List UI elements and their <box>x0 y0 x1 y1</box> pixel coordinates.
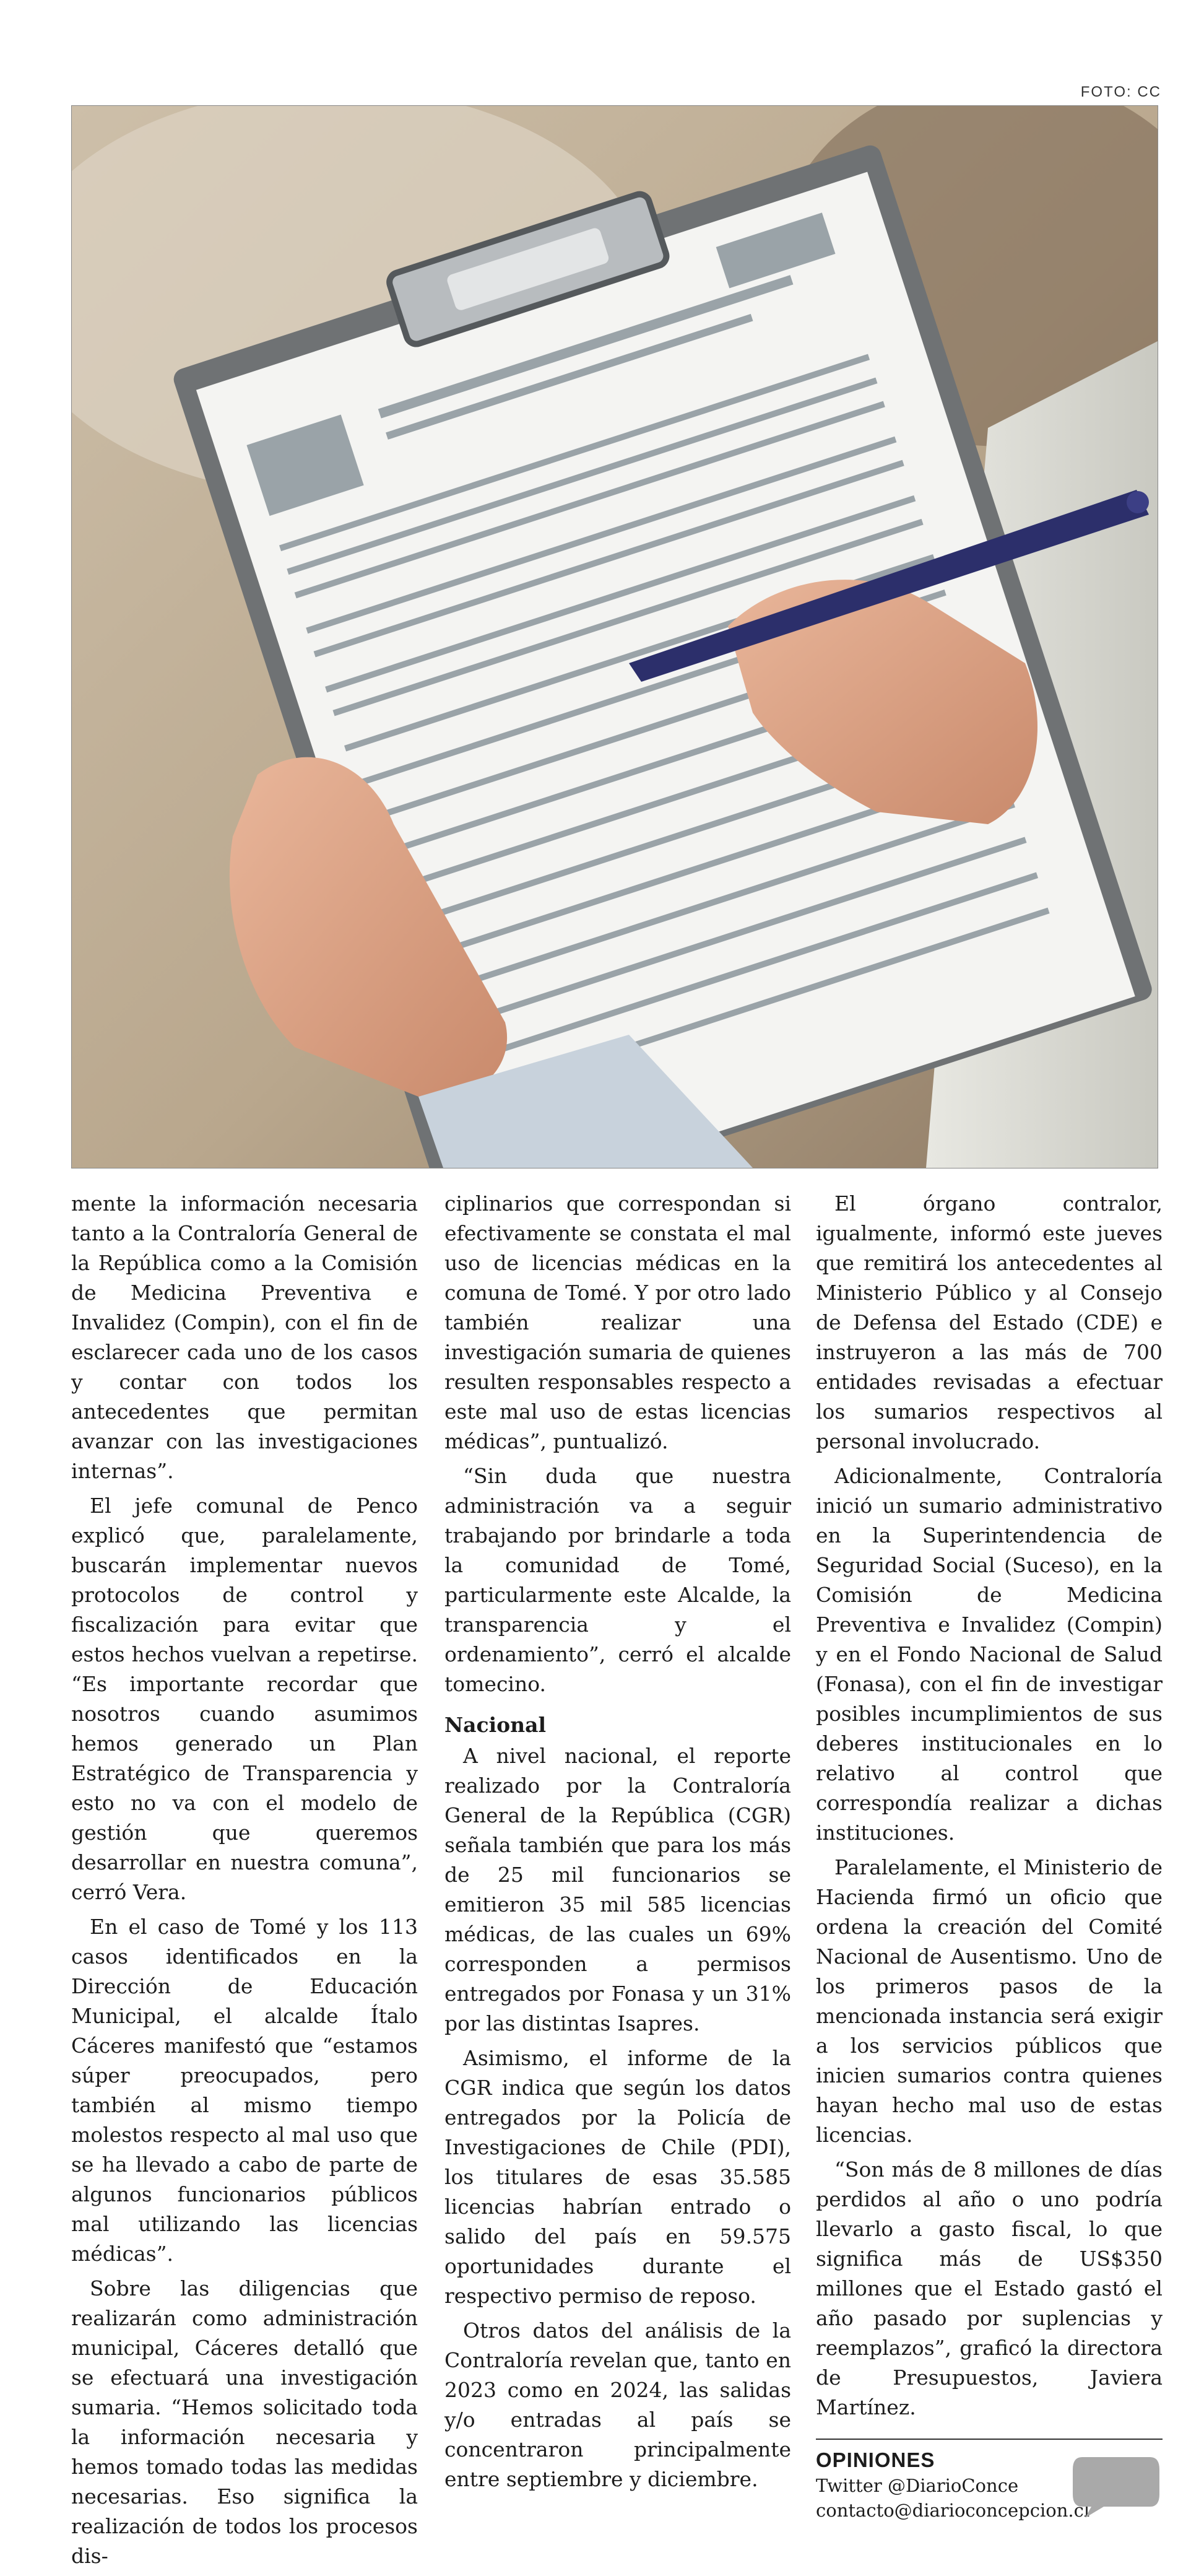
photo-credit: FOTO: CC <box>1080 84 1161 100</box>
paragraph: A nivel nacional, el reporte realizado por la Contraloría General de la República (CGR) señala también que para los más de 25 mil funcionarios se emitieron 35 mil 585 licencias médicas, de las cuales un 69% corresponden a permisos entregados por Fonasa y un 31% por las distintas Isapres. <box>444 1744 791 2035</box>
section-subhead: Nacional <box>444 1713 547 1737</box>
paragraph: “Son más de 8 millones de días perdidos al año o uno podría llevarlo a gasto fiscal, lo que significa más de US$350 millones que el Estado gastó el año pasado por suplencias y reemplazos”, graficó la directora de Presupuestos, Javiera Martínez. <box>816 2157 1163 2419</box>
speech-bubble-icon <box>1070 2451 1163 2519</box>
contact-email[interactable]: contacto@diarioconcepcion.cl <box>816 2500 1090 2521</box>
article-photo <box>71 105 1158 1168</box>
paragraph: Asimismo, el informe de la CGR indica que según los datos entregados por la Policía de Investigaciones de Chile (PDI), los titulares de esas 35.585 licencias habrían entrado o salido del país en 59.575 oportunidades durante el respectivo permiso de reposo. <box>444 2046 791 2308</box>
twitter-handle[interactable]: Twitter @DiarioConce <box>816 2475 1019 2496</box>
paragraph: Sobre las diligencias que realizarán como administración municipal, Cáceres detalló que se efectuará una investigación sumaria. “Hemos solicitado toda la información necesaria y hemos tomado todas las medidas necesarias. Eso significa la realización de todos los procesos dis- <box>71 2276 418 2568</box>
paragraph: En el caso de Tomé y los 113 casos identificados en la Dirección de Educación Municipal, el alcalde Ítalo Cáceres manifestó que “estamos súper preocupados, pero también al mismo tiempo molestos respecto al mal uso que se ha llevado a cabo de parte de algunos funcionarios públicos mal utilizando las licencias médicas”. <box>71 1915 418 2266</box>
paragraph: mente la información necesaria tanto a la Contraloría General de la República como a la Comisión de Medicina Preventiva e Invalidez (Compin), con el fin de esclarecer cada uno de los casos y contar con todos los antecedentes que permitan avanzar con las investigaciones internas”. <box>71 1191 418 1483</box>
paragraph: “Sin duda que nuestra administración va a seguir trabajando por brindarle a toda la comunidad de Tomé, particularmente este Alcalde, la transparencia y el ordenamiento”, cerró el alcalde tomecino. <box>444 1464 791 1696</box>
paragraph: El jefe comunal de Penco explicó que, paralelamente, buscarán implementar nuevos protocolos de control y fiscalización para evitar que estos hechos vuelvan a repetirse. “Es importante recordar que nosotros cuando asumimos hemos generado un Plan Estratégico de Transparencia y esto no va con el modelo de gestión que queremos desarrollar en nuestra comuna”, cerró Vera. <box>71 1494 418 1904</box>
paragraph: Otros datos del análisis de la Contraloría revelan que, tanto en 2023 como en 2024, las salidas y/o entradas al país se concentraron principalmente entre septiembre y diciembre. <box>444 2318 791 2491</box>
opinion-box <box>816 2447 1163 2523</box>
article-column-3 <box>816 1189 1163 2523</box>
opinion-title: OPINIONES <box>816 2448 935 2471</box>
clipboard-illustration <box>72 106 1158 1168</box>
paragraph: ciplinarios que correspondan si efectivamente se constata el mal uso de licencias médicas en la comuna de Tomé. Y por otro lado también realizar una investigación sumaria de quienes resulten responsables respecto a este mal uso de estas licencias médicas”, puntualizó. <box>444 1191 791 1453</box>
paragraph: El órgano contralor, igualmente, informó este jueves que remitirá los antecedentes al Ministerio Público y al Consejo de Defensa del Estado (CDE) e instruyeron a las más de 700 entidades revisadas a efectuar los sumarios respectivos al personal involucrado. <box>816 1191 1163 1453</box>
article-column-1 <box>71 1189 418 2576</box>
paragraph: Paralelamente, el Ministerio de Hacienda firmó un oficio que ordena la creación del Comité Nacional de Ausentismo. Uno de los primeros pasos de la mencionada instancia será exigir a los servicios públicos que inicien sumarios contra quienes hayan hecho mal uso de estas licencias. <box>816 1855 1163 2147</box>
article-column-2 <box>444 1189 791 2499</box>
paragraph: Adicionalmente, Contraloría inició un sumario administrativo en la Superintendencia de Seguridad Social (Suceso), en la Comisión de Medicina Preventiva e Invalidez (Compin) y en el Fondo Nacional de Salud (Fonasa), con el fin de investigar posibles incumplimientos de sus deberes institucionales en lo relativo al control que correspondía realizar a dichas instituciones. <box>816 1464 1163 1845</box>
divider <box>816 2439 1163 2440</box>
